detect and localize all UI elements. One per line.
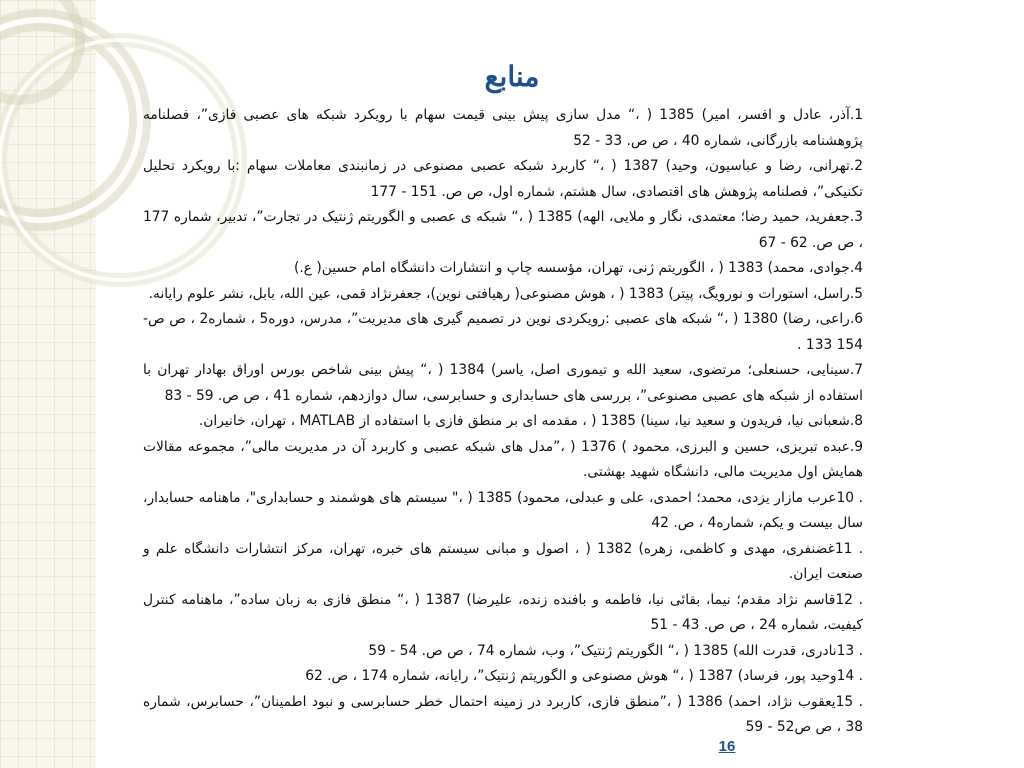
reference-item: . 10عرب مازار یزدی، محمد؛ احمدی، علی و عبدلی، محمود) 1385 ( ،" سیستم های هوشمند و حسابداری"، ماهنامه حسابدار، سال بیست و یکم، شماره4 ، ص. 42	[143, 489, 863, 531]
reference-item: 4.جوادی، محمد) 1383 ( ، الگوریتم ژنی، تهران، مؤسسه چاپ و انتشارات دانشگاه امام حسین( ع.)	[293, 260, 863, 276]
reference-item: 6.راعی، رضا) 1380 ( ،“ شبکه های عصبی :رویکردی نوین در تصمیم گیری های مدیریت”، مدرس، دوره5 ، شماره2 ، ص ص- 154 133 .	[143, 311, 863, 353]
reference-list	[143, 103, 863, 741]
reference-item: . 15یعقوب نژاد، احمد) 1386 ( ،”منطق فازی، کاربرد در زمینه احتمال خطر حسابرسی و نبود اطمینان”، حسابرس، شماره 38 ، ص ص52 - 59	[143, 693, 863, 735]
reference-item: 5.راسل، استورات و نورویگ، پیتر) 1383 ( ، هوش مصنوعی( رهیافتی نوین)، جعفرنژاد قمی، عین الله، بابل، نشر علوم رایانه.	[148, 285, 863, 302]
reference-item: 2.تهرانی، رضا و عباسیون، وحید) 1387 ( ،“ کاربرد شبکه عصبی مصنوعی در زمانبندی معاملات سهام :با رویکرد تحلیل تکنیکی”، فصلنامه پژوهش های اقتصادی، سال هشتم، شماره اول، ص ص. 151 - 177	[143, 158, 863, 200]
page-number[interactable]: 16	[718, 738, 736, 755]
reference-item: . 13نادری، قدرت الله) 1385 ( ،“ الگوریتم ژنتیک”، وب، شماره 74 ، ص ص. 54 - 59	[368, 642, 863, 659]
reference-item: 7.سینایی، حسنعلی؛ مرتضوی، سعید الله و تیموری اصل، یاسر) 1384 ( ،“ پیش بینی شاخص بورس اوراق بهادار تهران با استفاده از شبکه های عصبی مصنوعی”، بررسی های حسابداری و حسابرسی، سال دوازدهم، شماره 41 ، ص ص. 59 - 83	[143, 362, 863, 404]
reference-item: 9.عبده تبریزی، حسین و البرزی، محمود ) 1376 ( ،”مدل های شبکه عصبی و کاربرد آن در مدیریت مالی”، مجموعه مقالات همایش اول مدیریت مالی، دانشگاه شهید بهشتی.	[143, 438, 864, 480]
reference-item: . 12قاسم نژاد مقدم؛ نیما، بقائی نیا، فاطمه و بافنده زنده، علیرضا) 1387 ( ،“ منطق فازی به زبان ساده”، ماهنامه کنترل کیفیت، شماره 24 ، ص ص. 43 - 51	[143, 591, 863, 633]
reference-item: 8.شعبانی نیا، فریدون و سعید نیا، سینا) 1385 ( ، مقدمه ای بر منطق فازی با استفاده از MATLAB ، تهران، خانیران.	[198, 413, 863, 429]
reference-item: . 11غضنفری، مهدی و کاظمی، زهره) 1382 ( ، اصول و مبانی سیستم های خبره، تهران، مرکز انتشارات دانشگاه علم و صنعت ایران.	[143, 540, 863, 582]
reference-item: 3.جعفرید، حمید رضا؛ معتمدی، نگار و ملایی، الهه) 1385 ( ،“ شبکه ی عصبی و الگوریتم ژنتیک در تجارت”، تدبیر، شماره 177 ، ص ص. 62 - 67	[143, 209, 863, 251]
reference-item: 1.آذر، عادل و افسر، امیر) 1385 ( ،“ مدل سازی پیش بینی قیمت سهام با رویکرد شبکه های عصبی فازی”، فصلنامه پژوهشنامه بازرگانی، شماره 40 ، ص ص. 33 - 52	[143, 107, 864, 149]
reference-item: . 14وحید پور، فرساد) 1387 ( ،“ هوش مصنوعی و الگوریتم ژنتیک”، رایانه، شماره 174 ، ص. 62	[305, 668, 863, 684]
page-title: منابع	[484, 60, 540, 93]
